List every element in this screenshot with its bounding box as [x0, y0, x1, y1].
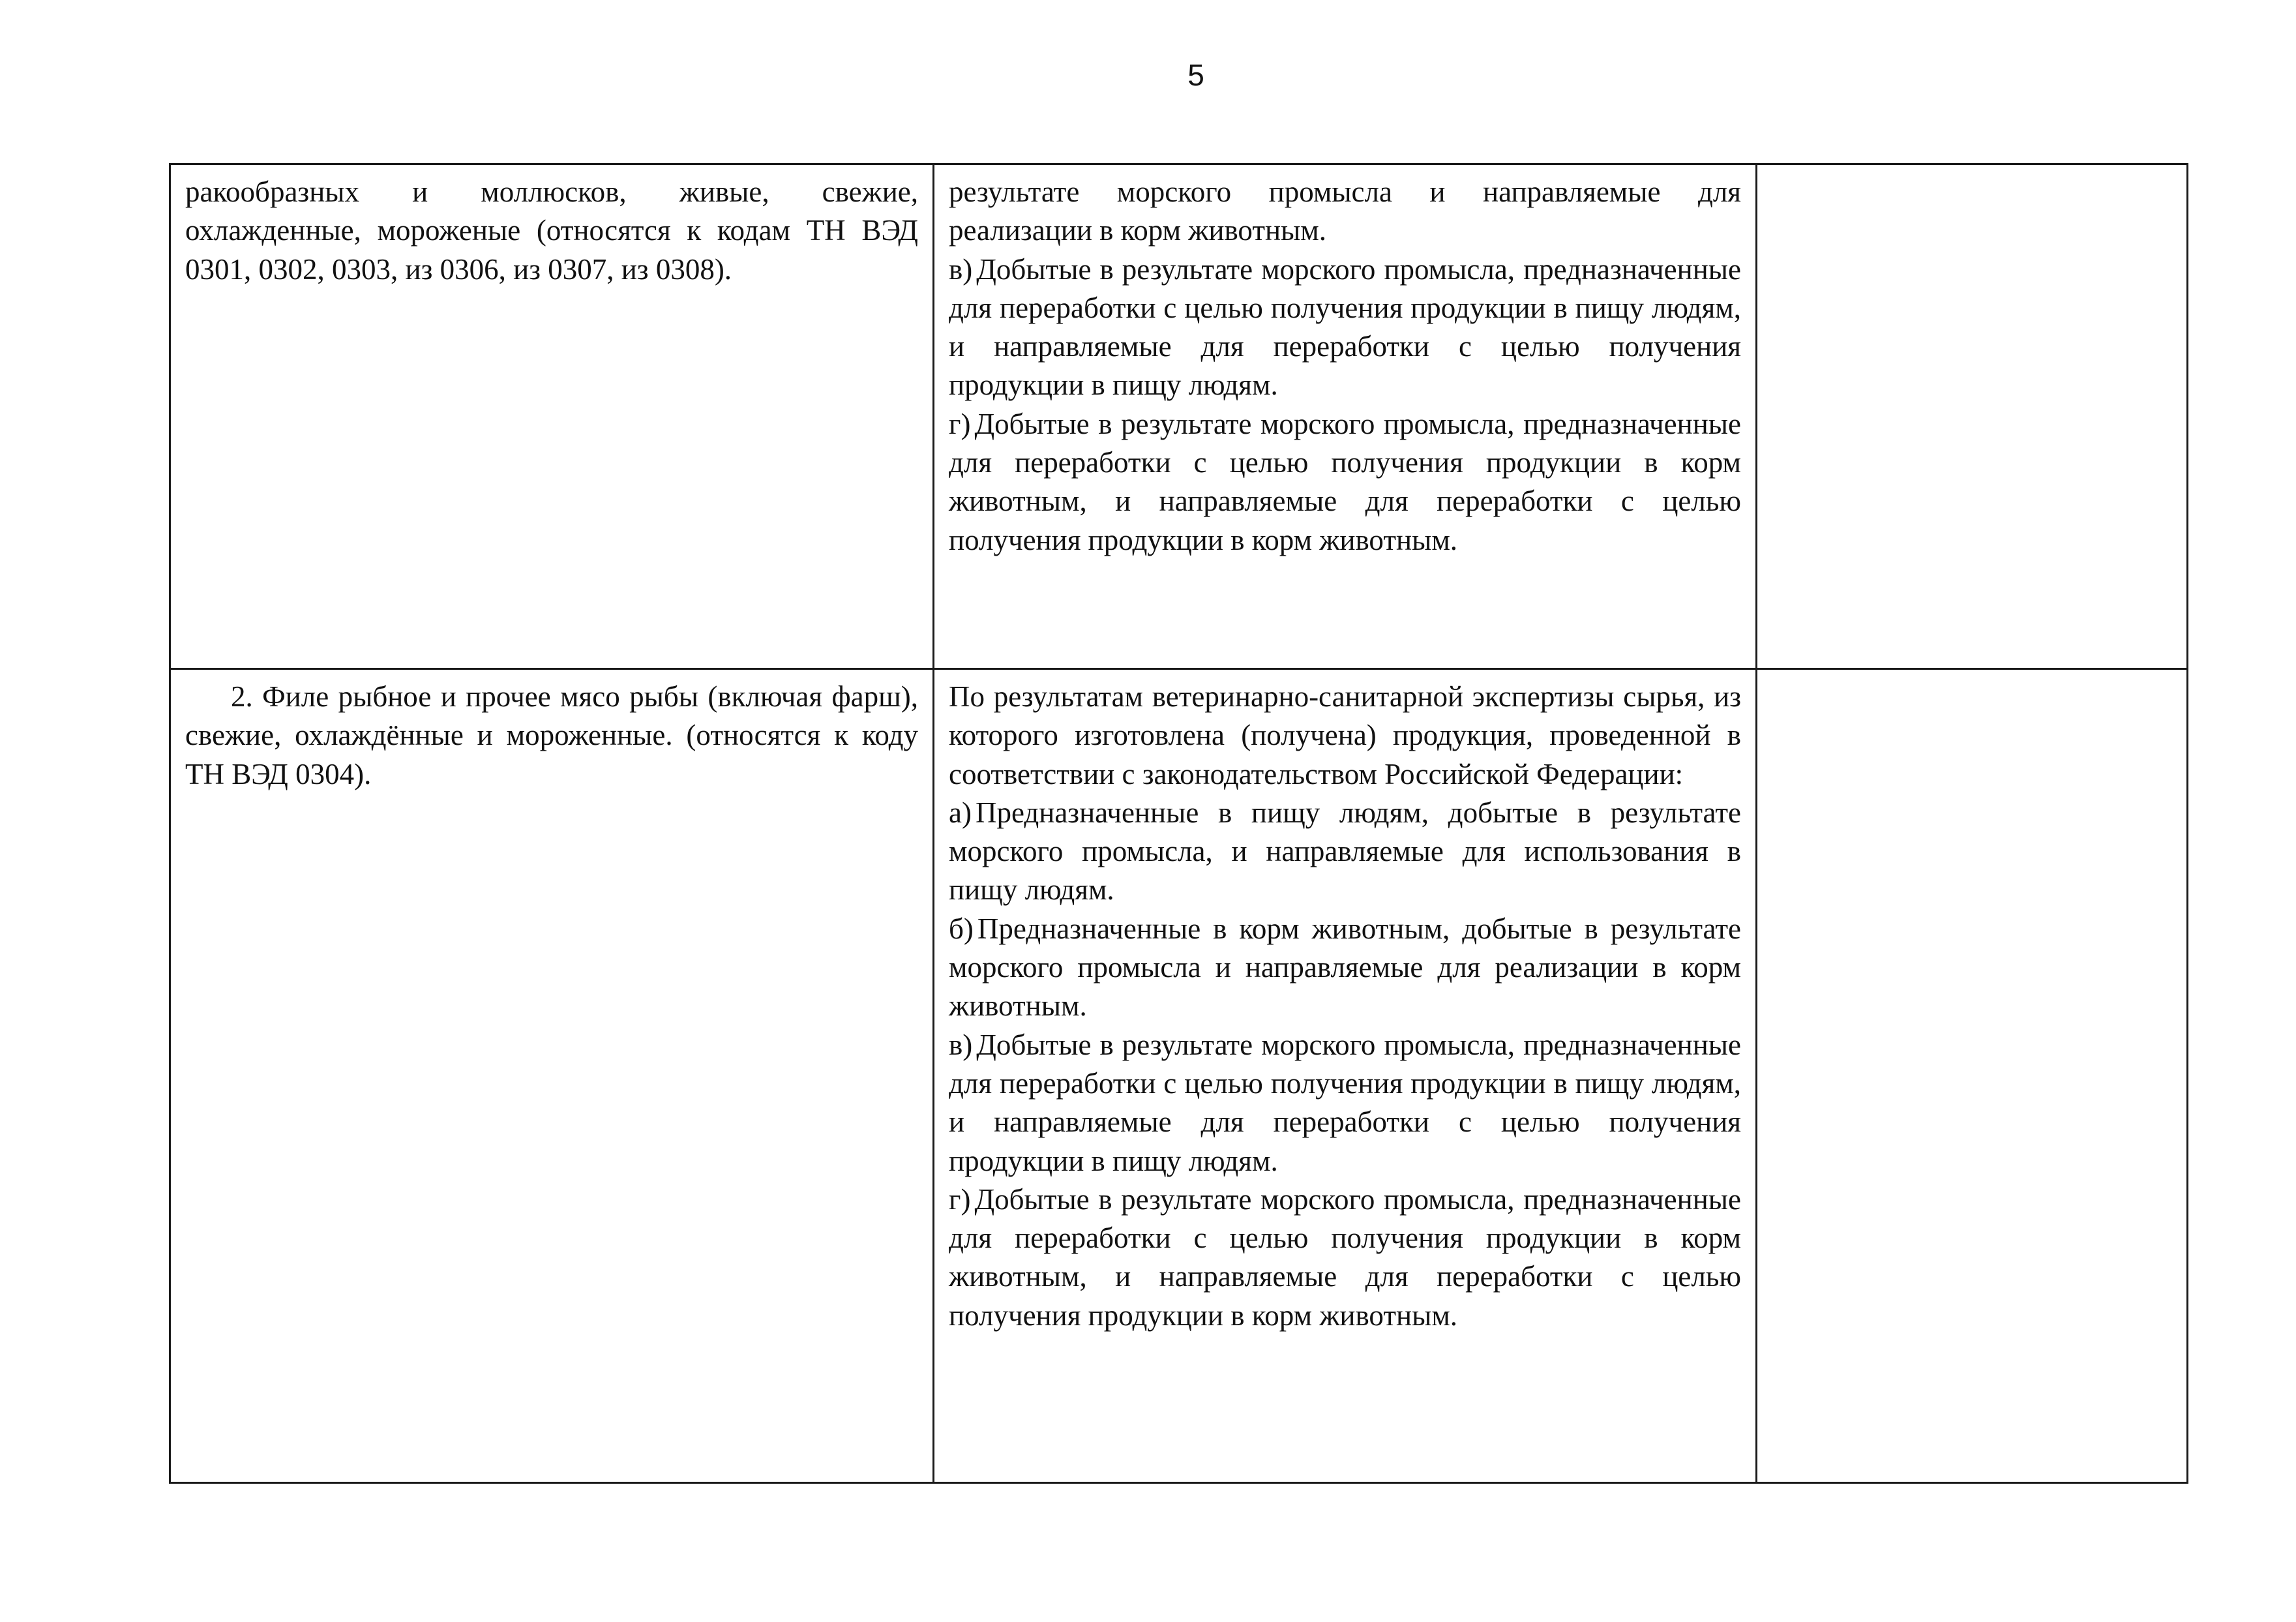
condition-item-text: Предназначенные в пищу людям, добытые в результате морского промысла, и направляемые для использования в пищу людям.	[949, 796, 1741, 907]
condition-item-text: Добытые в результате морского промысла, предназначенные для переработки с целью получения продукции в пищу людям, и направляемые для переработки с целью получения продукции в пищу людям.	[949, 1028, 1741, 1177]
condition-item-label: а)	[949, 796, 972, 829]
conditions-intro: По результатам ветеринарно-санитарной экспертизы сырья, из которого изготовлена (получена) продукция, проведенной в соответствии с законодательством Российской Федерации:	[949, 680, 1741, 790]
product-cell	[170, 164, 934, 669]
condition-item	[949, 794, 1741, 910]
condition-item-text: Добытые в результате морского промысла, предназначенные для переработки с целью получения продукции в пищу людям, и направляемые для переработки с целью получения продукции в пищу людям.	[949, 252, 1741, 402]
condition-item-label: б)	[949, 912, 974, 945]
condition-item	[949, 910, 1741, 1026]
condition-item-text: Добытые в результате морского промысла, предназначенные для переработки с целью получения продукции в корм животным, и направляемые для переработки с целью получения продукции в корм животным.	[949, 1182, 1741, 1332]
condition-item-label: в)	[949, 1028, 973, 1061]
condition-item-label: г)	[949, 1182, 971, 1216]
product-cell	[170, 669, 934, 1483]
conditions-intro: результате морского промысла и направляемые для реализации в корм животным.	[949, 175, 1741, 247]
condition-item-label: г)	[949, 407, 971, 440]
product-text: ракообразных и моллюсков, живые, свежие, охлажденные, мороженые (относятся к кодам ТН ВЭД 0301, 0302, 0303, из 0306, из 0307, из 0308).	[185, 175, 918, 286]
conditions-cell	[934, 669, 1757, 1483]
product-text: 2. Филе рыбное и прочее мясо рыбы (включая фарш), свежие, охлаждённые и мороженные. (относятся к коду ТН ВЭД 0304).	[185, 680, 918, 790]
page-number: 5	[1187, 58, 1204, 92]
condition-item	[949, 1180, 1741, 1335]
condition-item-text: Добытые в результате морского промысла, предназначенные для переработки с целью получения продукции в корм животным, и направляемые для переработки с целью получения продукции в корм животным.	[949, 407, 1741, 556]
notes-cell	[1757, 164, 2188, 669]
condition-item-text: Предназначенные в корм животным, добытые в результате морского промысла и направляемые для реализации в корм животным.	[949, 912, 1741, 1023]
notes-cell	[1757, 669, 2188, 1483]
conditions-table	[169, 163, 2188, 1484]
condition-item	[949, 250, 1741, 405]
table-row	[170, 669, 2188, 1483]
condition-item	[949, 1026, 1741, 1180]
condition-item-label: в)	[949, 252, 973, 286]
conditions-cell	[934, 164, 1757, 669]
condition-item	[949, 405, 1741, 560]
table-row	[170, 164, 2188, 669]
